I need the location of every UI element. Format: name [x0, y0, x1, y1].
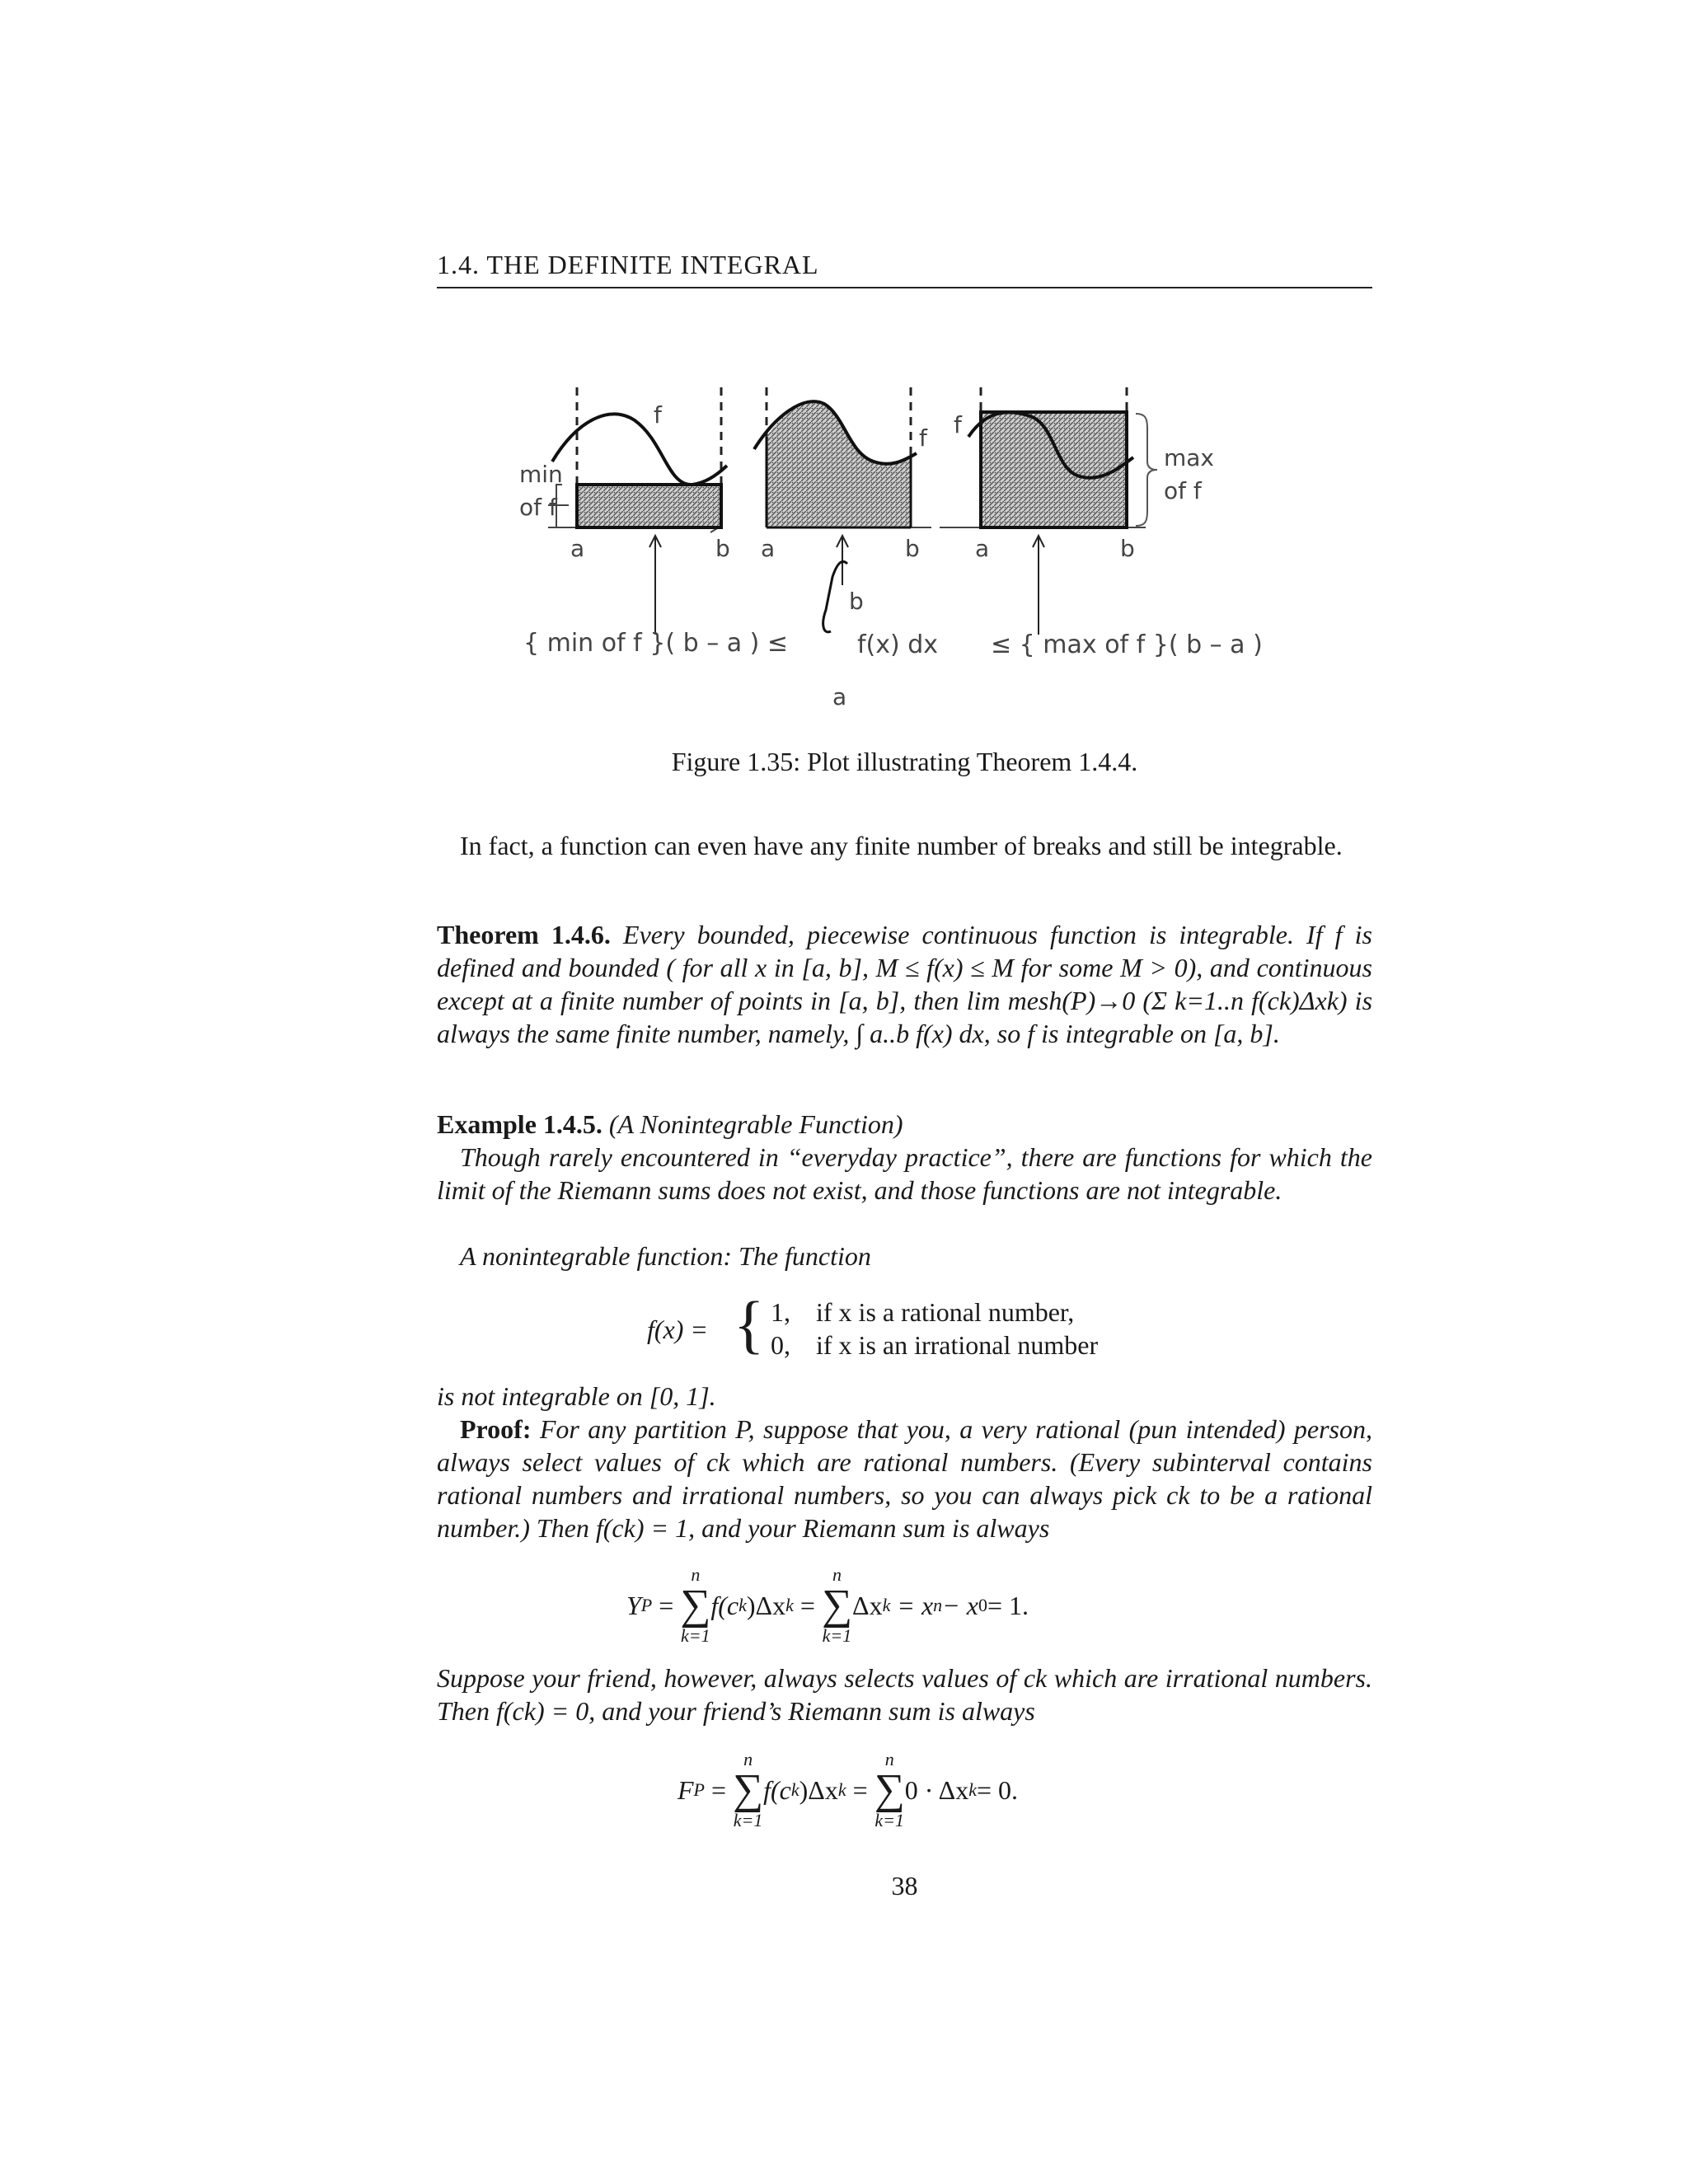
- f-label-panel2: f: [919, 424, 927, 452]
- theorem-line3: lim mesh(P)→0 (Σ k=1..n f(ck)Δxk) is always the same finite number, namely, ∫ a..b f(x) dx,: [437, 986, 1373, 1048]
- example-header: [437, 1108, 1372, 1141]
- theorem-line4: so f is integrable on [a, b].: [996, 1019, 1280, 1048]
- sum3-lower: k=1: [733, 1810, 763, 1830]
- eq2-term1: f(c: [763, 1774, 791, 1805]
- piecewise-brace: {: [734, 1288, 765, 1360]
- theorem-line1: Every bounded, piecewise continuous function is integrable.: [623, 920, 1294, 949]
- panel-integral: [754, 387, 931, 632]
- piecewise-definition: [437, 1288, 1372, 1368]
- equation-yp: Y P = n ∑ k=1 f(c k )Δx k = n ∑ k=1 Δx k = x n − x 0 = 1.: [626, 1564, 1029, 1646]
- f-label-panel1: f: [654, 401, 662, 429]
- b-label-panel1: b: [715, 535, 730, 562]
- integral-upper-limit: b: [849, 588, 864, 615]
- integral-body: f(x) dx: [857, 630, 939, 659]
- eq2-term2: 0 · Δx: [904, 1774, 969, 1805]
- case2-condition: if x is an irrational number: [816, 1330, 1099, 1360]
- sum-symbol-3: n ∑ k=1: [733, 1749, 764, 1830]
- theorem-line2: If f is defined and bounded ( for all x in [a, b], M ≤ f(x) ≤ M for some M > 0), and continuous except at a finite number of points in [a, b], then: [437, 920, 1373, 1015]
- eq1-term1-end: )Δx: [746, 1590, 786, 1620]
- eq1-term2-sub: k: [882, 1595, 891, 1615]
- a-label-panel2: a: [761, 535, 776, 562]
- page-number: 38: [891, 1871, 918, 1900]
- eq2-tail: = 0.: [977, 1774, 1019, 1805]
- sum4-upper: n: [884, 1749, 894, 1769]
- eq2-lhs-sub: P: [693, 1779, 705, 1800]
- eq1-lhs: Y: [626, 1590, 641, 1620]
- eq2-term1-sub: k: [790, 1779, 799, 1800]
- eq2-term2-sub: k: [968, 1779, 977, 1800]
- eq1-tail-mid: − x: [942, 1590, 978, 1620]
- sum2-lower: k=1: [822, 1625, 852, 1646]
- f-label-panel3: f: [954, 411, 962, 438]
- not-integrable-statement: is not integrable on [0, 1].: [437, 1381, 716, 1411]
- example-title: Example 1.4.5.: [437, 1109, 603, 1139]
- max-label-line1: max: [1164, 444, 1215, 471]
- integral-lower-limit: a: [832, 683, 847, 710]
- eq1-tail-end: = 1.: [987, 1590, 1029, 1620]
- proof-label: Proof:: [460, 1414, 532, 1444]
- eq2-term1-end-sub: k: [837, 1779, 846, 1800]
- case1-condition: if x is a rational number,: [816, 1297, 1075, 1327]
- eq1-term1-sub: k: [738, 1595, 747, 1615]
- sum2-upper: n: [832, 1564, 842, 1585]
- header-rule: [437, 287, 1372, 288]
- eq2-lhs: F: [678, 1774, 694, 1805]
- b-label-panel2: b: [905, 535, 920, 562]
- eq1-tail-sub-0: 0: [978, 1595, 987, 1615]
- piecewise-lhs: f(x) =: [647, 1315, 708, 1344]
- sum-symbol-2: n ∑ k=1: [821, 1564, 853, 1646]
- sum-symbol-4: n ∑ k=1: [874, 1749, 905, 1830]
- panel-max: [940, 387, 1157, 635]
- figure-caption: Figure 1.35: Plot illustrating Theorem 1.4.4.: [671, 747, 1138, 776]
- proof-paragraph: [437, 1413, 1372, 1544]
- example-paragraph2: A nonintegrable function: The function: [460, 1241, 871, 1271]
- left-inequality-expr: { min of f }( b – a ) ≤: [523, 629, 789, 658]
- equation-fp: F P = n ∑ k=1 f(c k )Δx k = n ∑ k=1 0 · Δx k = 0.: [678, 1749, 1019, 1830]
- theorem-1-4-6: [437, 918, 1372, 1050]
- eq1-lhs-sub: P: [640, 1595, 653, 1615]
- example-subtitle: (A Nonintegrable Function): [608, 1109, 903, 1139]
- sum1-lower: k=1: [681, 1625, 710, 1646]
- eq1-tail-sub-n: n: [933, 1595, 943, 1615]
- a-label-panel1: a: [570, 535, 585, 562]
- sum1-upper: n: [691, 1564, 701, 1585]
- proof-text: For any partition P, suppose that you, a very rational (pun intended) person, always select values of ck which are rational numbers. (Every subinterval contains rational numbers and irrational numbers, so you can always pick ck to be a rational number.) Then f(ck) = 1, and your Riemann sum is always: [437, 1414, 1373, 1543]
- min-label-line2: of f: [519, 494, 557, 521]
- max-label-line2: of f: [1164, 477, 1202, 504]
- eq2-term1-end: )Δx: [799, 1774, 838, 1805]
- eq1-term2: Δx: [852, 1590, 883, 1620]
- running-header: 1.4. THE DEFINITE INTEGRAL: [437, 250, 819, 279]
- eq1-term1: f(c: [710, 1590, 739, 1620]
- figure-theorem-illustration: [519, 387, 1302, 717]
- b-label-panel3: b: [1120, 535, 1135, 562]
- sum4-lower: k=1: [874, 1810, 905, 1830]
- page: [437, 0, 1372, 2184]
- case2-value: 0,: [771, 1330, 790, 1360]
- paragraph-finite-breaks: In fact, a function can even have any finite number of breaks and still be integrable.: [460, 831, 1343, 860]
- eq1-term1-end-sub: k: [785, 1595, 794, 1615]
- min-label-line1: min: [519, 461, 563, 488]
- right-inequality-expr: ≤ { max of f }( b – a ): [991, 630, 1263, 659]
- theorem-title: Theorem 1.4.6.: [437, 920, 611, 949]
- sum-symbol-1: n ∑ k=1: [680, 1564, 711, 1646]
- eq1-tail: = x: [897, 1590, 934, 1620]
- panel-min: [548, 387, 727, 635]
- sum3-upper: n: [743, 1749, 753, 1769]
- friend-paragraph: Suppose your friend, however, always selects values of ck which are irrational numbers. Then f(ck) = 0, and your friend’s Riemann sum is always: [437, 1663, 1372, 1726]
- example-paragraph1: Though rarely encountered in “everyday practice”, there are functions for which the limit of the Riemann sums does not exist, and those functions are not integrable.: [437, 1142, 1372, 1205]
- case1-value: 1,: [771, 1297, 790, 1327]
- a-label-panel3: a: [975, 535, 990, 562]
